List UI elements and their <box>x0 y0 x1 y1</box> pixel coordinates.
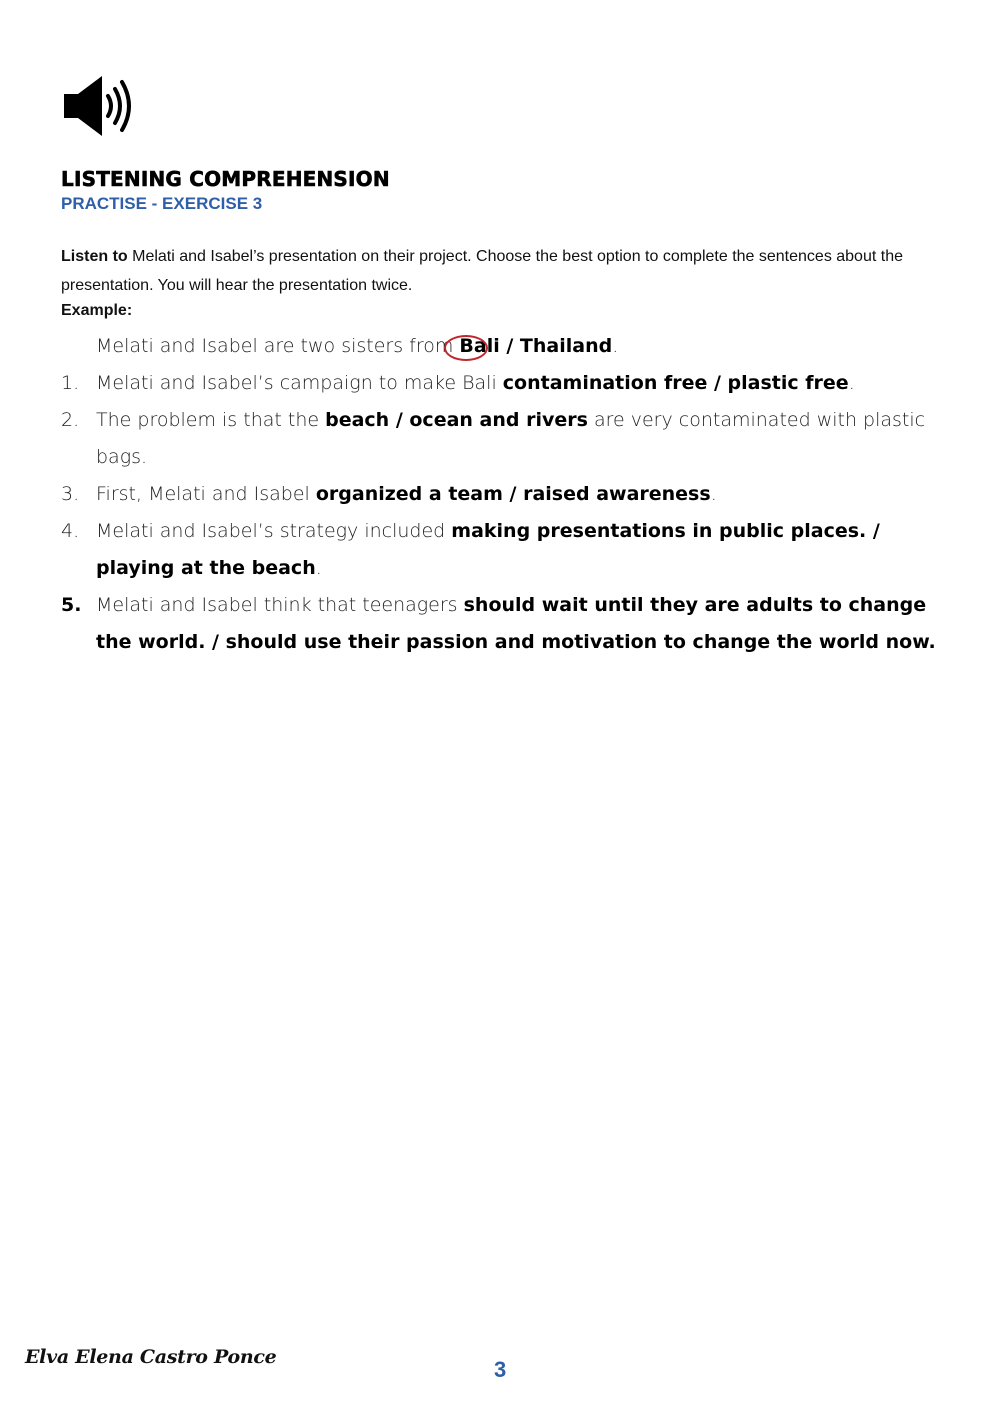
question-number: 4. <box>61 520 80 542</box>
question-item <box>61 587 941 661</box>
speaker-volume-icon[interactable] <box>62 74 138 138</box>
question-number: 5. <box>61 594 82 616</box>
example-text: Melati and Isabel are two sisters from <box>96 335 460 357</box>
question-item: 1. Melati and Isabel’s campaign to make Bali contamination free / plastic free. <box>61 365 941 402</box>
question-options[interactable]: organized a team / raised awareness <box>315 483 711 505</box>
question-options[interactable]: making presentations in public places. / playing at the beach <box>96 520 880 579</box>
question-text: First, Melati and Isabel <box>96 483 316 505</box>
question-item: 2. The problem is that the beach / ocean and rivers are very contaminated with plastic bags. <box>61 402 941 476</box>
question-text: Melati and Isabel think that teenagers <box>96 594 464 616</box>
page-title: LISTENING COMPREHENSION <box>61 167 390 191</box>
author-signature: Elva Elena Castro Ponce <box>25 1346 277 1368</box>
instructions <box>61 242 941 300</box>
question-text: The problem is that the <box>96 409 326 431</box>
question-options[interactable]: beach / ocean and rivers <box>325 409 588 431</box>
example-sentence: Melati and Isabel are two sisters from Bali / Thailand. <box>96 335 619 357</box>
instructions-body: Melati and Isabel’s presentation on their project. Choose the best option to complete the sentences about the presentation. You will hear the presentation twice. <box>61 248 903 294</box>
instructions-lead: Listen to <box>61 248 128 265</box>
question-text: Melati and Isabel’s campaign to make Bali <box>96 372 503 394</box>
example-label: Example: <box>61 302 133 319</box>
example-options[interactable]: Bali / Thailand <box>459 335 613 357</box>
question-options[interactable]: should wait until they are adults to change the world. / should use their passion and motivation to change the world now. <box>96 594 936 653</box>
question-number: 2. <box>61 409 80 431</box>
exercise-subtitle: PRACTISE - EXERCISE 3 <box>61 194 263 213</box>
answer-circle-mark <box>444 335 488 361</box>
question-item: 3. First, Melati and Isabel organized a team / raised awareness. <box>61 476 941 513</box>
question-number: 1. <box>61 372 80 394</box>
page-number: 3 <box>494 1357 507 1382</box>
question-number: 3. <box>61 483 80 505</box>
question-options[interactable]: contamination free / plastic free <box>502 372 849 394</box>
question-item: 4. Melati and Isabel’s strategy included making presentations in public places. / playing at the beach. <box>61 513 941 587</box>
question-text: Melati and Isabel’s strategy included <box>96 520 452 542</box>
